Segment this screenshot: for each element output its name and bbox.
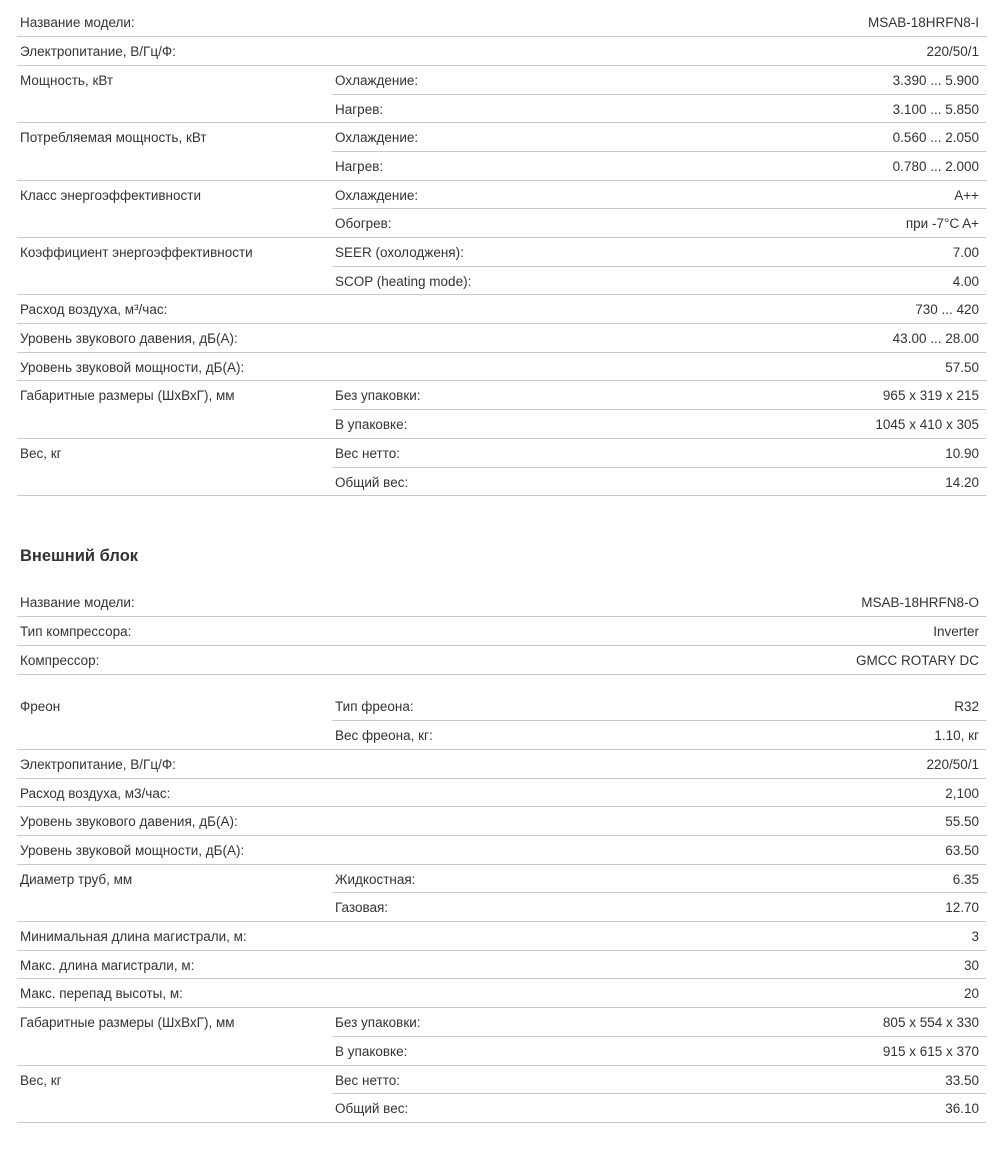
row-sublabel: Без упаковки:: [332, 1008, 662, 1037]
spacer-cell: [662, 674, 986, 692]
row-value: 55.50: [662, 807, 986, 836]
row-value: 220/50/1: [662, 749, 986, 778]
table-row: [17, 692, 986, 721]
row-label: Минимальная длина магистрали, м:: [17, 922, 332, 951]
table-row: [17, 778, 986, 807]
row-sublabel: Общий вес:: [332, 467, 662, 496]
row-value: 57.50: [662, 352, 986, 381]
table-row: [17, 180, 986, 209]
row-value: 20: [662, 979, 986, 1008]
row-label: [17, 893, 332, 922]
row-value: 3.390 ... 5.900: [662, 65, 986, 94]
row-value: 220/50/1: [662, 37, 986, 66]
row-sublabel: Вес нетто:: [332, 1065, 662, 1094]
table-row: [17, 266, 986, 295]
row-sublabel: Нагрев:: [332, 94, 662, 123]
row-sublabel: [332, 778, 662, 807]
table-row: [17, 151, 986, 180]
row-sublabel: Охлаждение:: [332, 180, 662, 209]
row-sublabel: [332, 324, 662, 353]
row-value: 12.70: [662, 893, 986, 922]
row-sublabel: [332, 295, 662, 324]
row-sublabel: [332, 37, 662, 66]
row-label: Уровень звукового давения, дБ(А):: [17, 807, 332, 836]
row-value: 805 x 554 x 330: [662, 1008, 986, 1037]
table-row: [17, 381, 986, 410]
row-label: [17, 1094, 332, 1123]
row-label: Вес, кг: [20, 1072, 62, 1088]
row-value: 965 x 319 x 215: [662, 381, 986, 410]
table-row: [17, 979, 986, 1008]
row-label: Вес, кг: [20, 445, 62, 461]
spacer-row: [17, 674, 986, 692]
outdoor-unit-spec-table: [17, 588, 986, 1123]
table-row: [17, 645, 986, 674]
row-value: 30: [662, 950, 986, 979]
indoor-unit-spec-table: [17, 8, 986, 496]
row-sublabel: Охлаждение:: [332, 123, 662, 152]
row-sublabel: [332, 352, 662, 381]
row-label: Расход воздуха, м³/час:: [17, 295, 332, 324]
row-value: 4.00: [662, 266, 986, 295]
row-value: 730 ... 420: [662, 295, 986, 324]
row-label: Коэффициент энергоэффективности: [20, 245, 253, 260]
row-sublabel: В упаковке:: [332, 410, 662, 439]
row-label: [17, 151, 332, 180]
row-value: 6.35: [662, 864, 986, 893]
row-label: [17, 266, 332, 295]
row-label: [17, 721, 332, 750]
row-sublabel: Вес нетто:: [332, 438, 662, 467]
row-label: Уровень звукового давения, дБ(А):: [17, 324, 332, 353]
section-title: Внешний блок: [20, 547, 139, 565]
table-row: [17, 324, 986, 353]
row-label: Название модели:: [17, 8, 332, 37]
row-value: 36.10: [662, 1094, 986, 1123]
row-label: Электропитание, В/Гц/Ф:: [17, 37, 332, 66]
row-sublabel: [332, 8, 662, 37]
table-row: [17, 8, 986, 37]
row-label: [17, 209, 332, 238]
table-row: [17, 295, 986, 324]
row-label: Компрессор:: [17, 645, 332, 674]
row-value: 0.780 ... 2.000: [662, 151, 986, 180]
table-row: [17, 588, 986, 617]
table-row: [17, 864, 986, 893]
row-sublabel: [332, 950, 662, 979]
row-label: Габаритные размеры (ШхВхГ), мм: [20, 1015, 235, 1031]
row-sublabel: [332, 922, 662, 951]
row-value: 63.50: [662, 836, 986, 865]
table-row: [17, 65, 986, 94]
row-label: Диаметр труб, мм: [20, 871, 133, 887]
row-label: Уровень звуковой мощности, дБ(А):: [17, 836, 332, 865]
row-value: 2,100: [662, 778, 986, 807]
row-value: A++: [662, 180, 986, 209]
row-value: 14.20: [662, 467, 986, 496]
row-sublabel: Вес фреона, кг:: [332, 721, 662, 750]
table-row: [17, 721, 986, 750]
row-value: 1.10, кг: [662, 721, 986, 750]
row-value: 43.00 ... 28.00: [662, 324, 986, 353]
table-row: [17, 749, 986, 778]
row-sublabel: Газовая:: [332, 893, 662, 922]
table-row: [17, 950, 986, 979]
table-row: [17, 209, 986, 238]
table-row: [17, 1036, 986, 1065]
table-row: [17, 94, 986, 123]
table-row: [17, 123, 986, 152]
row-label: Расход воздуха, м3/час:: [17, 778, 332, 807]
row-label: Потребляемая мощность, кВт: [20, 130, 207, 146]
row-label: [17, 94, 332, 123]
row-sublabel: [332, 749, 662, 778]
table-row: [17, 238, 986, 267]
table-row: [17, 807, 986, 836]
table-row: [17, 37, 986, 66]
row-value: 915 x 615 x 370: [662, 1036, 986, 1065]
table-row: [17, 893, 986, 922]
row-value: 3.100 ... 5.850: [662, 94, 986, 123]
row-sublabel: Тип фреона:: [332, 692, 662, 721]
table-row: [17, 1094, 986, 1123]
spacer-cell: [17, 674, 332, 692]
table-row: [17, 438, 986, 467]
row-value: GMCC ROTARY DC: [662, 645, 986, 674]
row-value: 3: [662, 922, 986, 951]
row-sublabel: [332, 836, 662, 865]
row-sublabel: Нагрев:: [332, 151, 662, 180]
row-sublabel: В упаковке:: [332, 1036, 662, 1065]
row-label: Габаритные размеры (ШхВхГ), мм: [20, 388, 235, 404]
row-value: 33.50: [662, 1065, 986, 1094]
row-value: MSAB-18HRFN8-I: [662, 8, 986, 37]
table-row: [17, 467, 986, 496]
table-row: [17, 617, 986, 646]
row-sublabel: [332, 645, 662, 674]
row-value: R32: [662, 692, 986, 721]
table-row: [17, 1065, 986, 1094]
row-label: Уровень звуковой мощности, дБ(А):: [17, 352, 332, 381]
row-value: Inverter: [662, 617, 986, 646]
row-sublabel: Охлаждение:: [332, 65, 662, 94]
row-label: Макс. перепад высоты, м:: [17, 979, 332, 1008]
row-label: Название модели:: [17, 588, 332, 617]
row-label: Мощность, кВт: [20, 72, 114, 88]
row-value: 1045 x 410 x 305: [662, 410, 986, 439]
row-label: Электропитание, В/Гц/Ф:: [17, 749, 332, 778]
row-label: Класс энергоэффективности: [20, 187, 201, 203]
row-sublabel: Обогрев:: [332, 209, 662, 238]
table-row: [17, 836, 986, 865]
row-sublabel: SEER (охолодженя):: [332, 238, 662, 267]
table-row: [17, 410, 986, 439]
row-label: [17, 467, 332, 496]
row-sublabel: [332, 979, 662, 1008]
row-value: 0.560 ... 2.050: [662, 123, 986, 152]
spacer-cell: [332, 674, 662, 692]
row-sublabel: [332, 588, 662, 617]
table-row: [17, 922, 986, 951]
row-label: Тип компрессора:: [17, 617, 332, 646]
row-label: [17, 1036, 332, 1065]
row-label: Фреон: [20, 699, 61, 715]
row-value: при -7°C A+: [662, 209, 986, 238]
row-sublabel: Жидкостная:: [332, 864, 662, 893]
row-value: 10.90: [662, 438, 986, 467]
row-sublabel: [332, 617, 662, 646]
row-value: MSAB-18HRFN8-O: [662, 588, 986, 617]
table-row: [17, 352, 986, 381]
row-value: 7.00: [662, 238, 986, 267]
row-sublabel: Без упаковки:: [332, 381, 662, 410]
table-row: [17, 1008, 986, 1037]
row-label: [17, 410, 332, 439]
row-sublabel: SCOP (heating mode):: [332, 266, 662, 295]
row-sublabel: [332, 807, 662, 836]
row-sublabel: Общий вес:: [332, 1094, 662, 1123]
row-label: Макс. длина магистрали, м:: [17, 950, 332, 979]
